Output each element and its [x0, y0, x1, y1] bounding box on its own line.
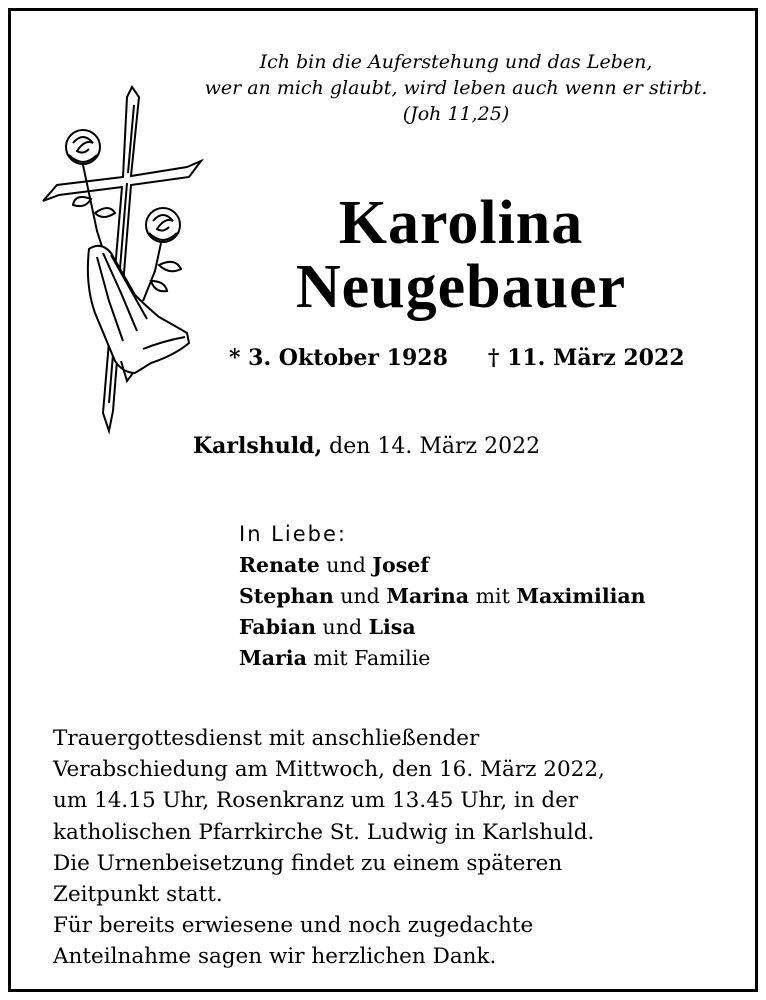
mourner-line: [239, 550, 646, 581]
mourner-connector: mit Familie: [306, 646, 431, 670]
deceased-first-name: Karolina: [338, 189, 584, 257]
mourner-connector: mit: [469, 584, 517, 608]
bible-verse: [141, 49, 766, 127]
service-line: Zeitpunkt statt.: [53, 882, 223, 908]
service-line: katholischen Pfarrkirche St. Ludwig in Karlshuld.: [53, 819, 595, 845]
verse-line: Ich bin die Auferstehung und das Leben,: [259, 51, 653, 73]
mourner-name: Josef: [372, 553, 430, 577]
service-line: Die Urnenbeisetzung findet zu einem späteren: [53, 850, 563, 876]
service-announcement: [53, 723, 753, 973]
deceased-last-name: Neugebauer: [295, 253, 627, 321]
mourner-connector: und: [316, 615, 369, 639]
mourner-name: Renate: [239, 553, 320, 577]
mourner-name: Marina: [386, 584, 470, 608]
rose-icon: [143, 208, 181, 301]
verse-reference: (Joh 11,25): [402, 103, 510, 125]
cross-icon: [43, 87, 201, 431]
mourners-heading: In Liebe:: [239, 522, 347, 546]
death-date: † 11. März 2022: [487, 345, 685, 371]
service-line: um 14.15 Uhr, Rosenkranz um 13.45 Uhr, in der: [53, 788, 579, 814]
mourner-name: Stephan: [239, 584, 334, 608]
birth-date: * 3. Oktober 1928: [229, 345, 448, 371]
mourner-connector: und: [319, 553, 373, 577]
mourner-name: Maximilian: [516, 584, 646, 608]
mourner-name: Lisa: [368, 615, 416, 639]
service-line: Für bereits erwiesene und noch zugedachte: [53, 913, 534, 939]
service-line: Verabschiedung am Mittwoch, den 16. März 2022,: [53, 757, 605, 783]
obituary-notice: [8, 8, 758, 992]
mourners-list: [239, 519, 646, 674]
life-dates: [229, 345, 685, 371]
mourner-connector: und: [333, 584, 387, 608]
mourner-line: [239, 643, 646, 674]
mourner-line: [239, 581, 646, 612]
verse-line: wer an mich glaubt, wird leben auch wenn er stirbt.: [204, 77, 708, 99]
cross-with-roses-and-praying-hands-icon: [39, 81, 214, 436]
mourner-name: Maria: [239, 646, 307, 670]
mourner-name: Fabian: [239, 615, 317, 639]
mourner-line: [239, 612, 646, 643]
place-and-date: [193, 433, 540, 459]
place-name: Karlshuld,: [193, 433, 323, 459]
service-line: Trauergottesdienst mit anschließender: [53, 726, 480, 751]
notice-date: den 14. März 2022: [329, 434, 541, 459]
service-line: Anteilnahme sagen wir herzlichen Dank.: [53, 944, 497, 970]
